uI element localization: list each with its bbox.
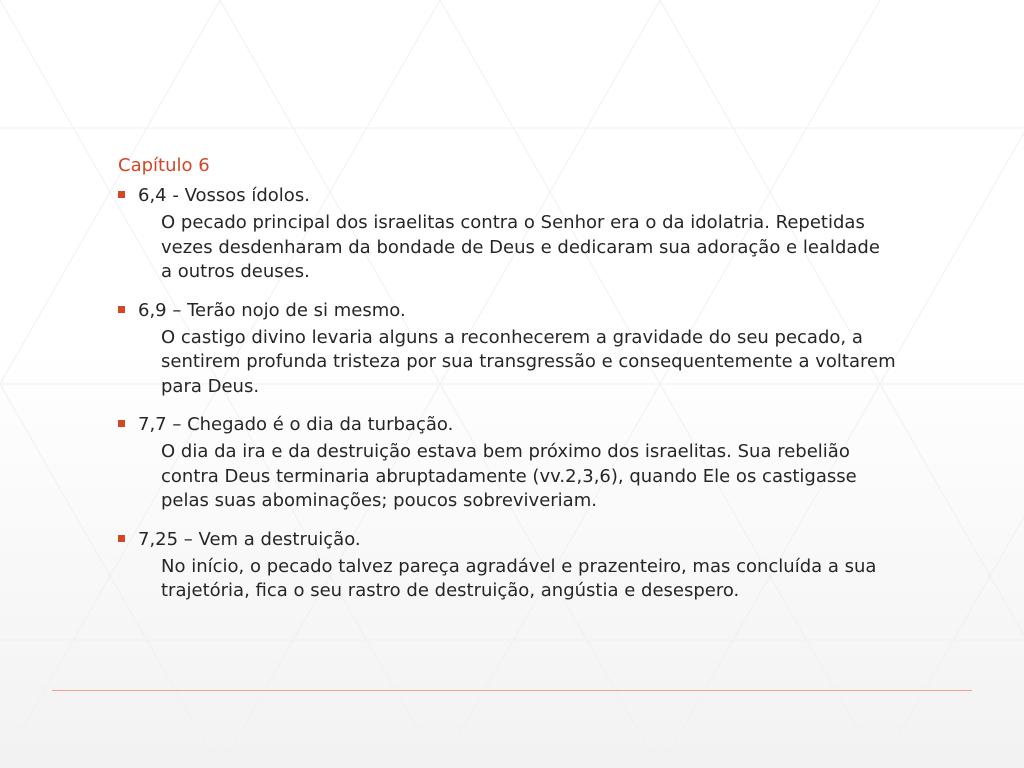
item-heading: 6,9 – Terão nojo de si mesmo. xyxy=(138,299,406,321)
item-heading: 7,25 – Vem a destruição. xyxy=(138,528,361,550)
item-heading-row xyxy=(118,299,898,323)
list-item xyxy=(118,299,898,400)
item-heading: 6,4 - Vossos ídolos. xyxy=(138,185,310,206)
footer-divider xyxy=(52,690,972,691)
item-body: No início, o pecado talvez pareça agradável e prazenteiro, mas concluída a sua trajetória, fica o seu rastro de destruição, angústia e desespero. xyxy=(161,555,877,601)
chapter-title: Capítulo 6 xyxy=(118,155,210,176)
square-bullet-icon xyxy=(118,306,125,313)
item-body: O pecado principal dos israelitas contra o Senhor era o da idolatria. Repetidas vezes desdenharam da bondade de Deus e dedicaram sua adoração e lealdade a outros deuses. xyxy=(161,212,880,282)
item-heading-row xyxy=(118,413,898,437)
list-item xyxy=(118,184,898,285)
item-heading-row xyxy=(118,528,898,552)
list-item xyxy=(118,528,898,604)
list-item xyxy=(118,413,898,514)
square-bullet-icon xyxy=(118,191,125,198)
slide-content xyxy=(118,154,898,618)
item-body: O castigo divino levaria alguns a reconhecerem a gravidade do seu pecado, a sentirem profunda tristeza por sua transgressão e consequentemente a voltarem para Deus. xyxy=(161,326,896,397)
square-bullet-icon xyxy=(118,420,125,427)
item-heading: 7,7 – Chegado é o dia da turbação. xyxy=(138,414,454,435)
item-heading-row xyxy=(118,184,898,208)
item-body: O dia da ira e da destruição estava bem próximo dos israelitas. Sua rebelião contra Deus terminaria abruptadamente (vv.2,3,6), quando Ele os castigasse pelas suas abominações; poucos sobreviveriam. xyxy=(161,441,857,511)
square-bullet-icon xyxy=(118,535,125,542)
